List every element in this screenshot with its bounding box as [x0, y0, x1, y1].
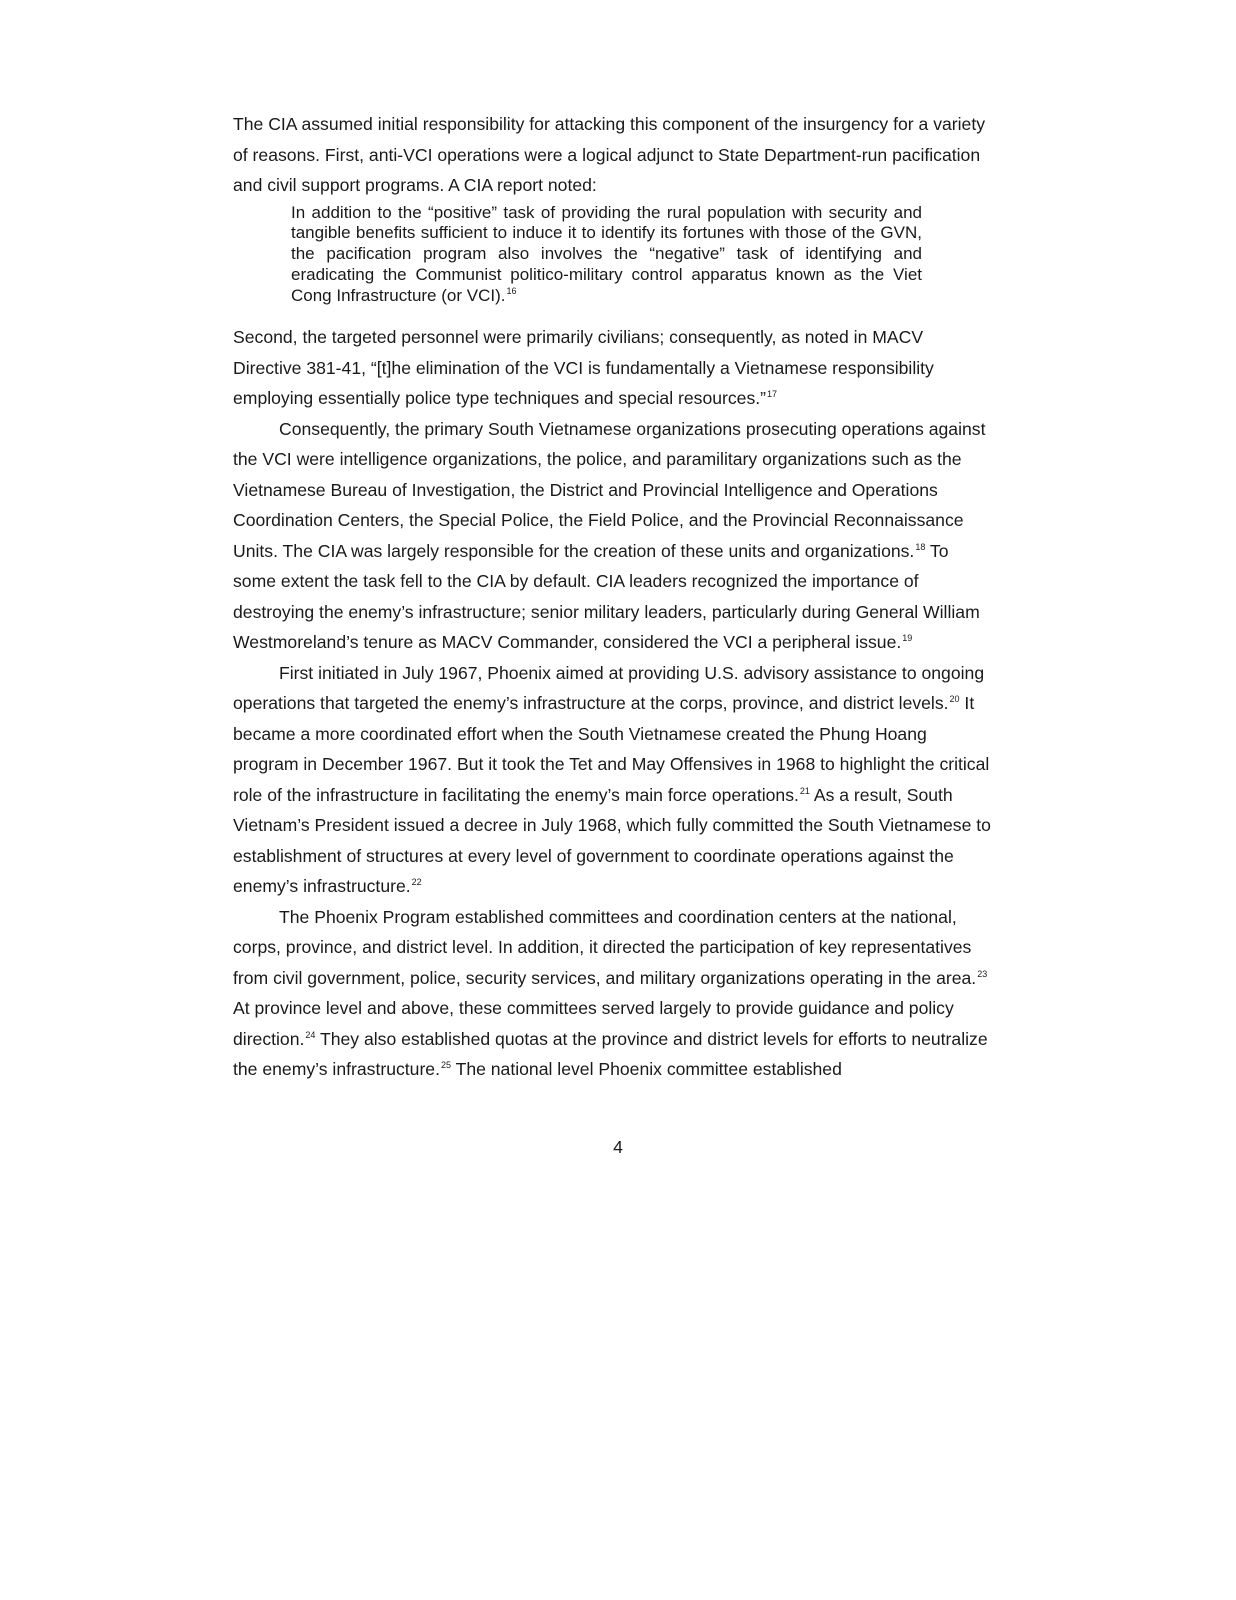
footnote-ref: 17: [767, 389, 778, 400]
paragraph-committees: [233, 902, 993, 1085]
intro-paragraph: [233, 109, 993, 201]
body-text: [233, 109, 993, 1085]
paragraph-text: To some extent the task fell to the CIA by default. CIA leaders recognized the importance of destroying the enemy’s infrastructure; senior military leaders, particularly during General William Westmoreland’s tenure as MACV Commander, considered the VCI a peripheral issue.: [233, 540, 980, 653]
footnote-ref: 25: [440, 1060, 451, 1071]
intro-paragraph-text: The CIA assumed initial responsibility for attacking this component of the insurgency for a variety of reasons. First, anti-VCI operations were a logical adjunct to State Department-run pacification and civil support programs. A CIA report noted:: [233, 114, 986, 195]
paragraph-text: At province level and above, these committees served largely to provide guidance and policy direction.: [233, 998, 954, 1049]
paragraph-consequently: [233, 414, 993, 658]
footnote-ref: 23: [977, 968, 988, 979]
paragraph-second: [233, 322, 993, 414]
footnote-ref: 20: [949, 694, 960, 705]
footnote-ref: 18: [915, 541, 926, 552]
paragraph-text: They also established quotas at the province and district levels for efforts to neutralize the enemy’s infrastructure.: [233, 1028, 988, 1080]
footnote-ref: 21: [799, 785, 810, 796]
footnote-ref: 22: [411, 877, 422, 888]
paragraph-second-text: Second, the targeted personnel were primarily civilians; consequently, as noted in MACV Directive 381-41, “[t]he elimination of the VCI is fundamentally a Vietnamese responsibility employing essentially police type techniques and special resources.”: [233, 327, 934, 409]
paragraph-text: Consequently, the primary South Vietnamese organizations prosecuting operations against the VCI were intelligence organizations, the police, and paramilitary organizations such as the Vietnamese Bureau of Investigation, the District and Provincial Intelligence and Operations Coordination Centers, the Special Police, the Field Police, and the Provincial Reconnaissance Units. The CIA was largely responsible for the creation of these units and organizations.: [233, 418, 986, 561]
paragraph-text: As a result, South Vietnam’s President issued a decree in July 1968, which fully committed the South Vietnamese to establishment of structures at every level of government to coordinate operations against the enemy’s infrastructure.: [233, 784, 991, 897]
footnote-ref: 24: [305, 1029, 316, 1040]
paragraph-text: The Phoenix Program established committees and coordination centers at the national, corps, province, and district level. In addition, it directed the participation of key representatives from civil government, police, security services, and military organizations operating in the area.: [233, 906, 977, 988]
block-quote: [291, 203, 922, 307]
paragraph-phoenix-start: [233, 658, 993, 902]
footnote-ref: 19: [902, 633, 913, 644]
footnote-ref: 16: [506, 285, 517, 296]
paragraph-text: First initiated in July 1967, Phoenix aimed at providing U.S. advisory assistance to ongoing operations that targeted the enemy’s infrastructure at the corps, province, and district levels.: [233, 662, 985, 714]
paragraph-text: It became a more coordinated effort when the South Vietnamese created the Phung Hoang program in December 1967. But it took the Tet and May Offensives in 1968 to highlight the critical role of the infrastructure in facilitating the enemy’s main force operations.: [233, 693, 990, 805]
paragraph-text: The national level Phoenix committee established: [451, 1059, 842, 1080]
page-number: 4: [613, 1137, 623, 1157]
block-quote-text: In addition to the “positive” task of providing the rural population with security and tangible benefits sufficient to induce it to identify its fortunes with those of the GVN, the pacification program also involves the “negative” task of identifying and eradicating the Communist politico-military control apparatus known as the Viet Cong Infrastructure (or VCI).: [291, 202, 922, 305]
